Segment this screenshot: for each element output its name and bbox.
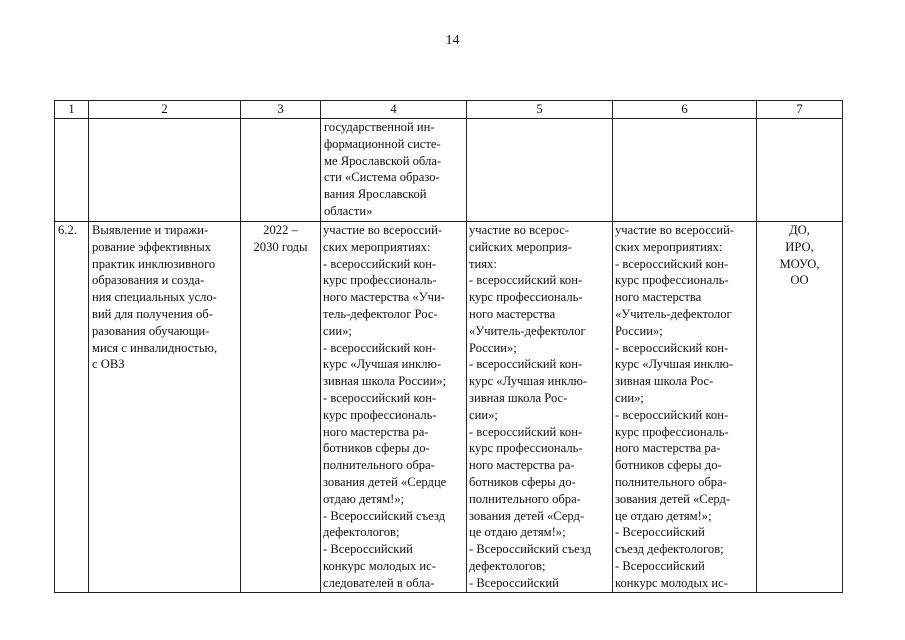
- cont-cell-2: [89, 119, 241, 222]
- table-row-6-2: [55, 222, 843, 593]
- header-col-5: 5: [467, 101, 613, 119]
- row-number-cell: 6.2.: [55, 222, 89, 593]
- cell-text-line: участие во всерос-: [469, 223, 569, 237]
- cell-text-line: - Всероссийский: [615, 558, 705, 573]
- cell-text-line: - всероссийский кон-: [615, 340, 729, 355]
- cont-cell-4: [321, 119, 467, 222]
- cell-text-line: сии»;: [469, 407, 498, 422]
- header-col-1: 1: [55, 101, 89, 119]
- cell-text-line: разования обучающи-: [92, 323, 210, 338]
- cont-cell-1: [55, 119, 89, 222]
- cell-text-line: МОУО,: [779, 256, 820, 271]
- cell-text-line: це отдаю детям!»;: [615, 508, 712, 523]
- cell-text-line: дефектологов;: [469, 558, 546, 573]
- header-col-3: 3: [241, 101, 321, 119]
- cell-text-line: с ОВЗ: [92, 357, 125, 372]
- events-cell-col6: [613, 222, 757, 593]
- cell-text-line: курс профессиональ-: [323, 273, 437, 288]
- cell-text-line: курс профессиональ-: [323, 407, 437, 422]
- cell-text-line: курс профессиональ-: [469, 441, 583, 456]
- cell-text-line: конкурс молодых ис-: [323, 558, 436, 573]
- cell-text-line: ДО,: [789, 223, 810, 237]
- cont-cell-3: [241, 119, 321, 222]
- cell-text-line: России»;: [615, 323, 663, 338]
- cont-cell-5: [467, 119, 613, 222]
- page-number: 14: [445, 33, 460, 48]
- cell-text-line: - всероссийский кон-: [469, 424, 583, 439]
- cell-text-line: конкурс молодых ис-: [615, 575, 728, 590]
- cell-text-line: дефектологов;: [323, 525, 400, 540]
- cell-text-line: - всероссийский кон-: [615, 407, 729, 422]
- cell-text-line: - всероссийский кон-: [615, 256, 729, 271]
- activity-title-cell: [89, 222, 241, 593]
- cell-text-line: ИРО,: [785, 239, 814, 254]
- cell-text-line: курс профессиональ-: [615, 424, 729, 439]
- cell-text-line: - всероссийский кон-: [323, 256, 437, 271]
- cell-text-line: - всероссийский кон-: [469, 357, 583, 372]
- cell-text-line: области»: [324, 203, 373, 218]
- cell-text-line: образования и созда-: [92, 273, 205, 288]
- cell-text-line: ботников сферы до-: [615, 458, 722, 473]
- cell-text-line: следователей в обла-: [323, 575, 435, 590]
- cell-text-line: государственной ин-: [324, 120, 435, 134]
- cell-text-line: ботников сферы до-: [323, 441, 430, 456]
- period-cell: [241, 222, 321, 593]
- cell-text-line: полнительного обра-: [615, 474, 727, 489]
- cell-text-line: - Всероссийский съезд: [323, 508, 445, 523]
- cell-text-line: практик инклюзивного: [92, 256, 216, 271]
- plan-table: [54, 100, 843, 593]
- cell-text-line: ного мастерства ра-: [323, 424, 429, 439]
- events-cell-col4: [321, 222, 467, 593]
- cell-text-line: курс профессиональ-: [615, 273, 729, 288]
- cell-text-line: тель-дефектолог Рос-: [323, 306, 438, 321]
- cell-text-line: курс профессиональ-: [469, 290, 583, 305]
- cell-text-line: - всероссийский кон-: [323, 340, 437, 355]
- header-col-2: 2: [89, 101, 241, 119]
- header-col-7: 7: [757, 101, 843, 119]
- cont-cell-7: [757, 119, 843, 222]
- responsible-cell: [757, 222, 843, 593]
- cell-text-line: - всероссийский кон-: [469, 273, 583, 288]
- cell-text-line: участие во всероссий-: [323, 223, 443, 237]
- cell-text-line: полнительного обра-: [323, 458, 435, 473]
- cell-text-line: ме Ярославской обла-: [324, 153, 442, 168]
- table-row-continuation: [55, 119, 843, 222]
- cell-text-line: съезд дефектологов;: [615, 542, 724, 557]
- cell-text-line: - Всероссийский: [323, 542, 413, 557]
- cell-text-line: формационной систе-: [324, 136, 441, 151]
- cell-text-line: - всероссийский кон-: [323, 390, 437, 405]
- cell-text-line: сти «Система образо-: [324, 170, 440, 185]
- cell-text-line: «Учитель-дефектолог: [615, 306, 732, 321]
- cell-text-line: «Учитель-дефектолог: [469, 323, 586, 338]
- header-col-4: 4: [321, 101, 467, 119]
- cell-text-line: - Всероссийский съезд: [469, 542, 591, 557]
- cell-text-line: зования детей «Сердце: [323, 474, 447, 489]
- cell-text-line: 2030 годы: [253, 239, 308, 254]
- cell-text-line: отдаю детям!»;: [323, 491, 405, 506]
- cell-text-line: - Всероссийский: [615, 525, 705, 540]
- cell-text-line: сии»;: [615, 390, 644, 405]
- cell-text-line: зования детей «Серд-: [469, 508, 585, 523]
- cont-cell-6: [613, 119, 757, 222]
- cell-text-line: ских мероприятиях:: [323, 239, 431, 254]
- cell-text-line: курс «Лучшая инклю-: [469, 374, 588, 389]
- cell-text-line: зивная школа Рос-: [469, 390, 568, 405]
- cell-text-line: вий для получения об-: [92, 306, 213, 321]
- header-col-6: 6: [613, 101, 757, 119]
- cell-text-line: ного мастерства: [615, 290, 702, 305]
- cell-text-line: ного мастерства ра-: [615, 441, 721, 456]
- cell-text-line: ния специальных усло-: [92, 290, 217, 305]
- cell-text-line: участие во всероссий-: [615, 223, 735, 237]
- cell-text-line: курс «Лучшая инклю-: [615, 357, 734, 372]
- cell-text-line: ного мастерства «Учи-: [323, 290, 445, 305]
- cell-text-line: зивная школа Рос-: [615, 374, 714, 389]
- cell-text-line: рование эффективных: [92, 239, 211, 254]
- cell-text-line: ских мероприятиях:: [615, 239, 723, 254]
- cell-text-line: сийских мероприя-: [469, 239, 572, 254]
- cell-text-line: - Всероссийский: [469, 575, 559, 590]
- cell-text-line: вания Ярославской: [324, 187, 427, 202]
- cell-text-line: сии»;: [323, 323, 352, 338]
- table-header-row: [55, 101, 843, 119]
- cell-text-line: ботников сферы до-: [469, 474, 576, 489]
- cell-text-line: России»;: [469, 340, 517, 355]
- events-cell-col5: [467, 222, 613, 593]
- cell-text-line: курс «Лучшая инклю-: [323, 357, 442, 372]
- cell-text-line: мися с инвалидностью,: [92, 340, 218, 355]
- cell-text-line: полнительного обра-: [469, 491, 581, 506]
- cell-text-line: ного мастерства ра-: [469, 458, 575, 473]
- cell-text-line: Выявление и тиражи-: [92, 223, 209, 237]
- cell-text-line: ОО: [790, 273, 809, 288]
- cell-text-line: тиях:: [469, 256, 497, 271]
- cell-text-line: 2022 –: [263, 223, 298, 237]
- cell-text-line: зивная школа России»;: [323, 374, 447, 389]
- cell-text-line: ного мастерства: [469, 306, 556, 321]
- cell-text-line: це отдаю детям!»;: [469, 525, 566, 540]
- cell-text-line: зования детей «Серд-: [615, 491, 731, 506]
